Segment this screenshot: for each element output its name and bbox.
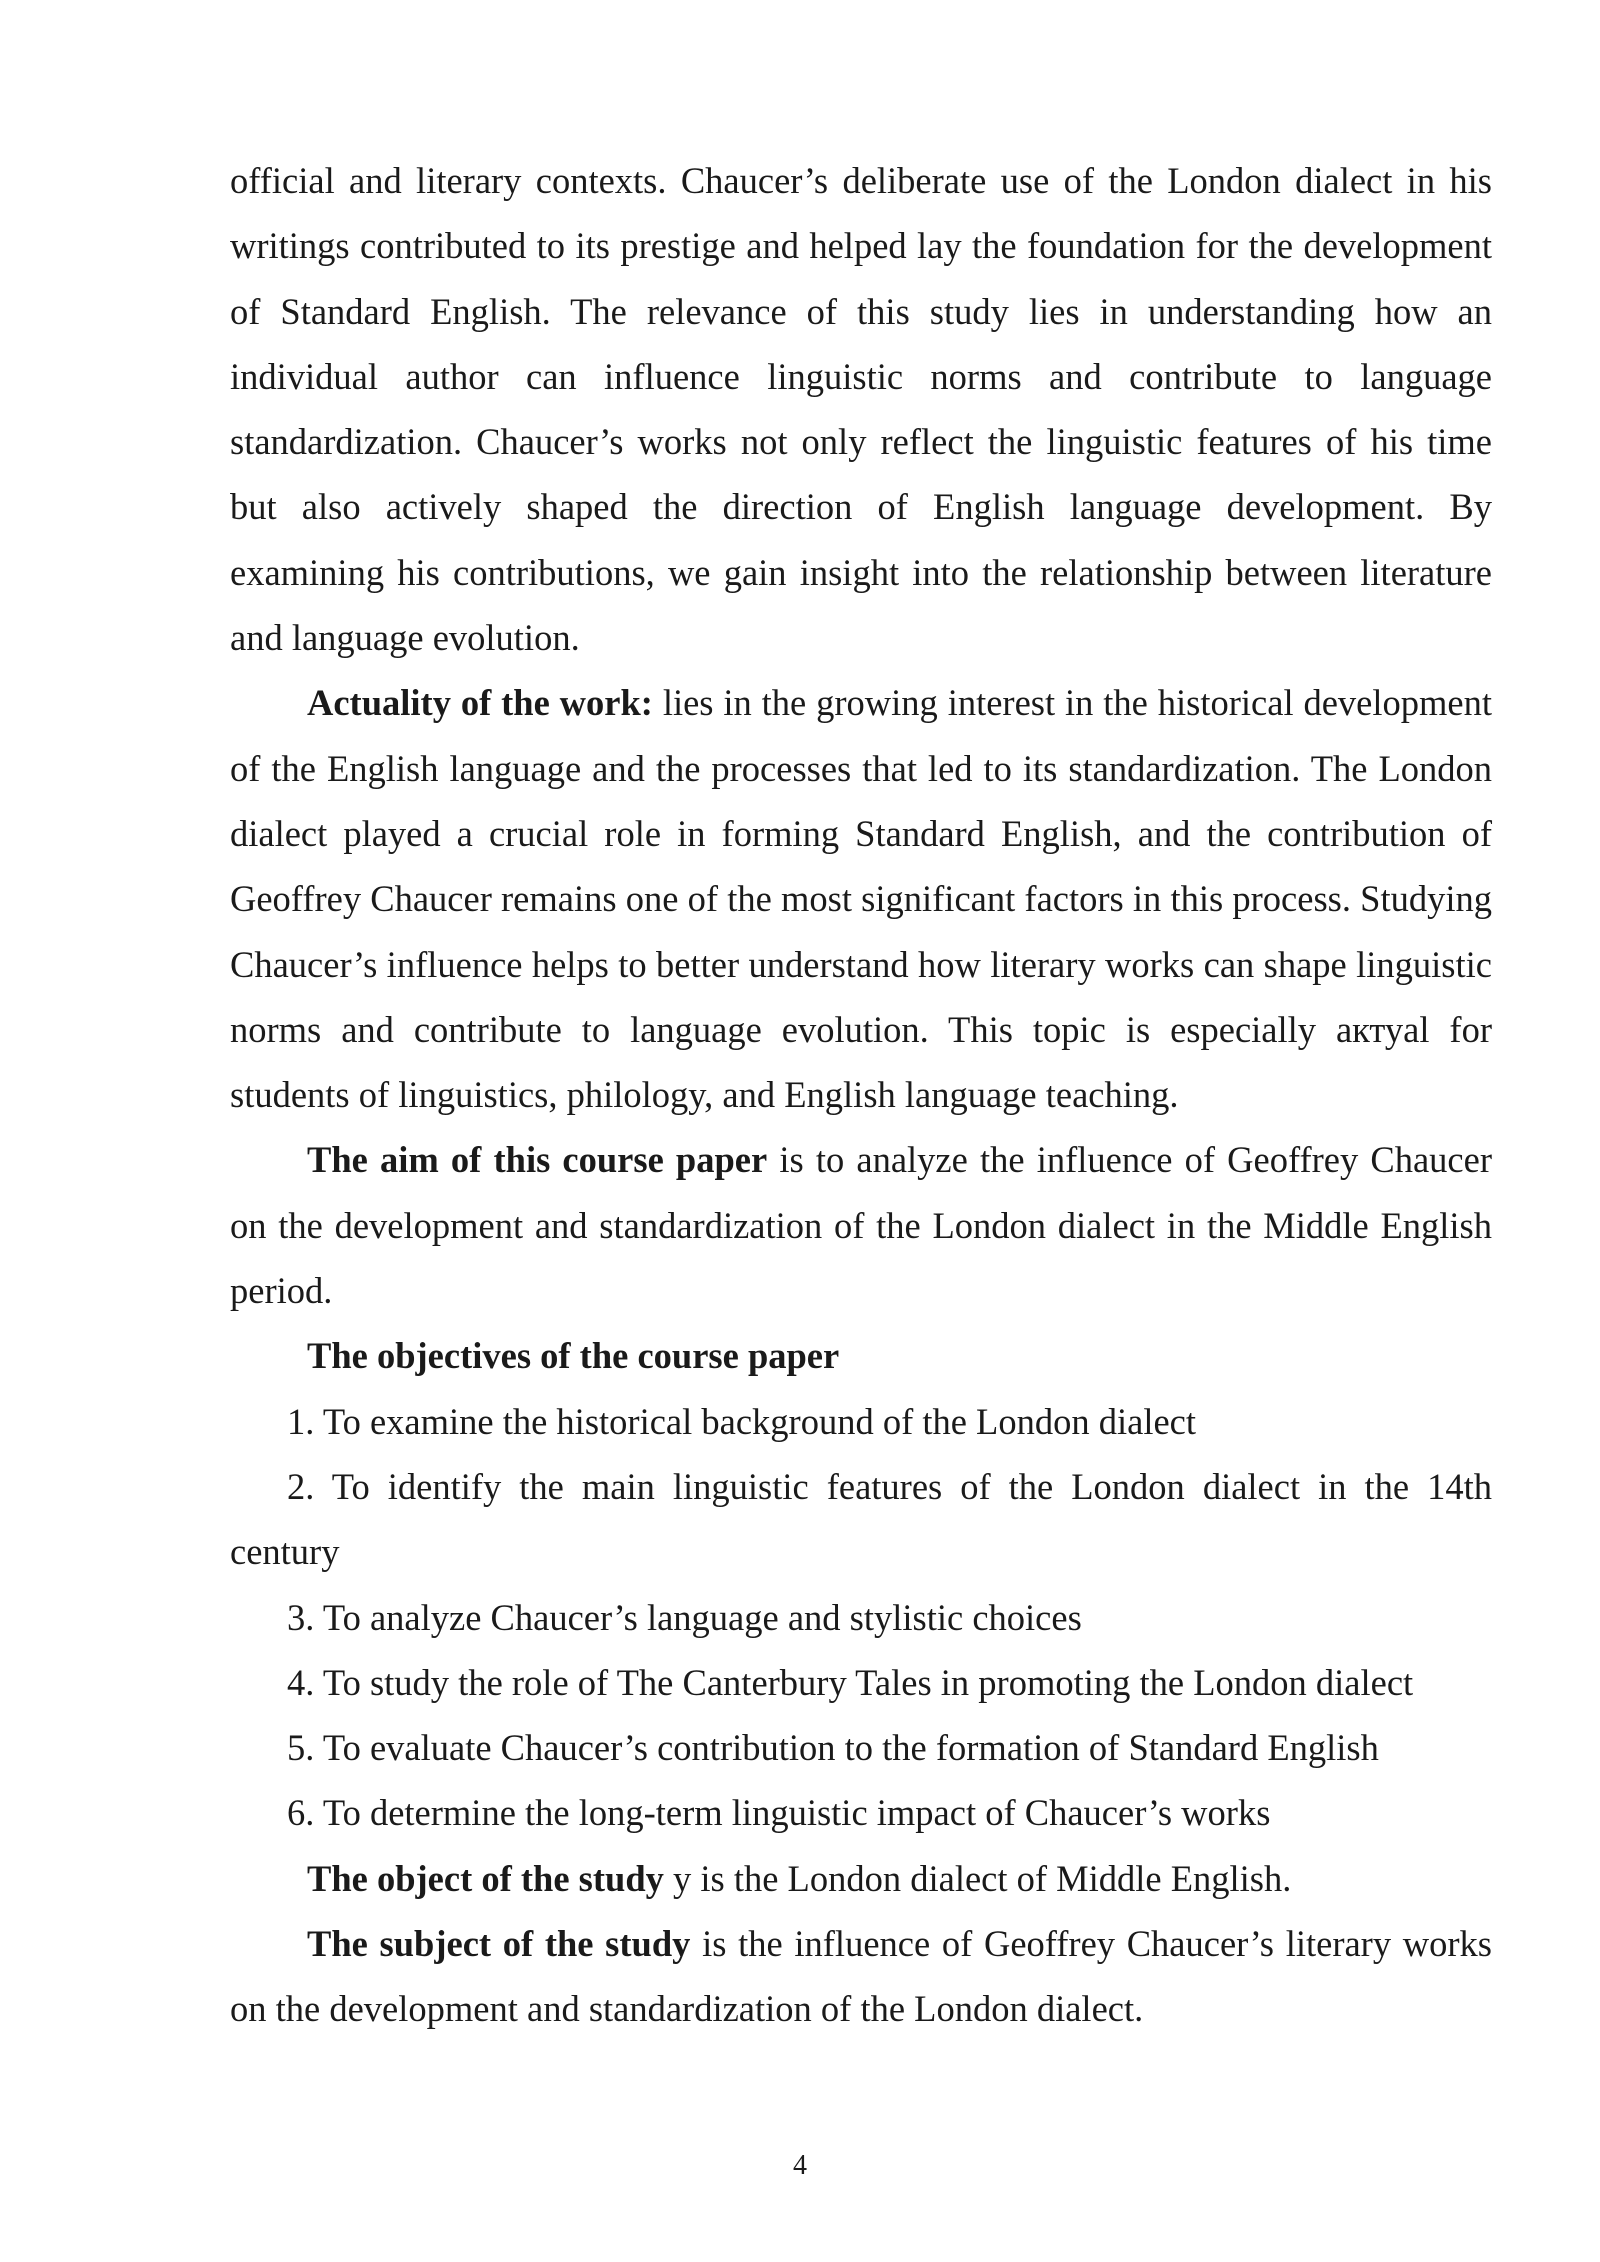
page-number: 4: [793, 2150, 807, 2181]
objective-item-6: 6. To determine the long-term linguistic impact of Chaucer’s works: [287, 1792, 1271, 1834]
subject-label: The subject of the study: [307, 1923, 691, 1965]
objective-item-5: 5. To evaluate Chaucer’s contribution to the formation of Standard English: [287, 1727, 1379, 1769]
objective-item-4: 4. To study the role of The Canterbury Tales in promoting the London dialect: [287, 1661, 1414, 1703]
objective-item-2: 2. To identify the main linguistic features of the London dialect in the 14th century: [230, 1465, 1492, 1573]
actuality-label: Actuality of the work:: [307, 682, 653, 724]
objective-item-3: 3. To analyze Chaucer’s language and stylistic choices: [287, 1596, 1082, 1638]
aim-text: is to analyze the influence of Geoffrey Chaucer on the development and standardization of the London dialect in the Middle English period.: [230, 1139, 1492, 1312]
subject-paragraph: [230, 1911, 1492, 2042]
object-label: The object of the study: [307, 1857, 664, 1899]
aim-paragraph: [230, 1127, 1492, 1323]
intro-paragraph: official and literary contexts. Chaucer’s deliberate use of the London dialect in his writings contributed to its prestige and helped lay the foundation for the development of Standard English. The relevance of this study lies in understanding how an individual author can influence linguistic norms and contribute to language standardization. Chaucer’s works not only reflect the linguistic features of his time but also actively shaped the direction of English language development. By examining his contributions, we gain insight into the relationship between literature and language evolution.: [230, 160, 1492, 659]
actuality-paragraph: [230, 670, 1492, 1127]
aim-label: The aim of this course paper: [307, 1139, 768, 1181]
objective-item-1: 1. To examine the historical background of the London dialect: [287, 1400, 1197, 1442]
document-page: [230, 148, 1492, 2042]
objectives-heading: The objectives of the course paper: [307, 1335, 840, 1377]
object-paragraph: [230, 1846, 1492, 1911]
actuality-text: lies in the growing interest in the historical development of the English language and the processes that led to its standardization. The London dialect played a crucial role in forming Standard English, and the contribution of Geoffrey Chaucer remains one of the most significant factors in this process. Studying Chaucer’s influence helps to better understand how literary works can shape linguistic norms and contribute to language evolution. This topic is especially актуal for students of linguistics, philology, and English language teaching.: [230, 682, 1492, 1116]
object-text: y is the London dialect of Middle English.: [663, 1857, 1292, 1899]
subject-text: is the influence of Geoffrey Chaucer’s literary works on the development and standardization of the London dialect.: [230, 1923, 1492, 2030]
